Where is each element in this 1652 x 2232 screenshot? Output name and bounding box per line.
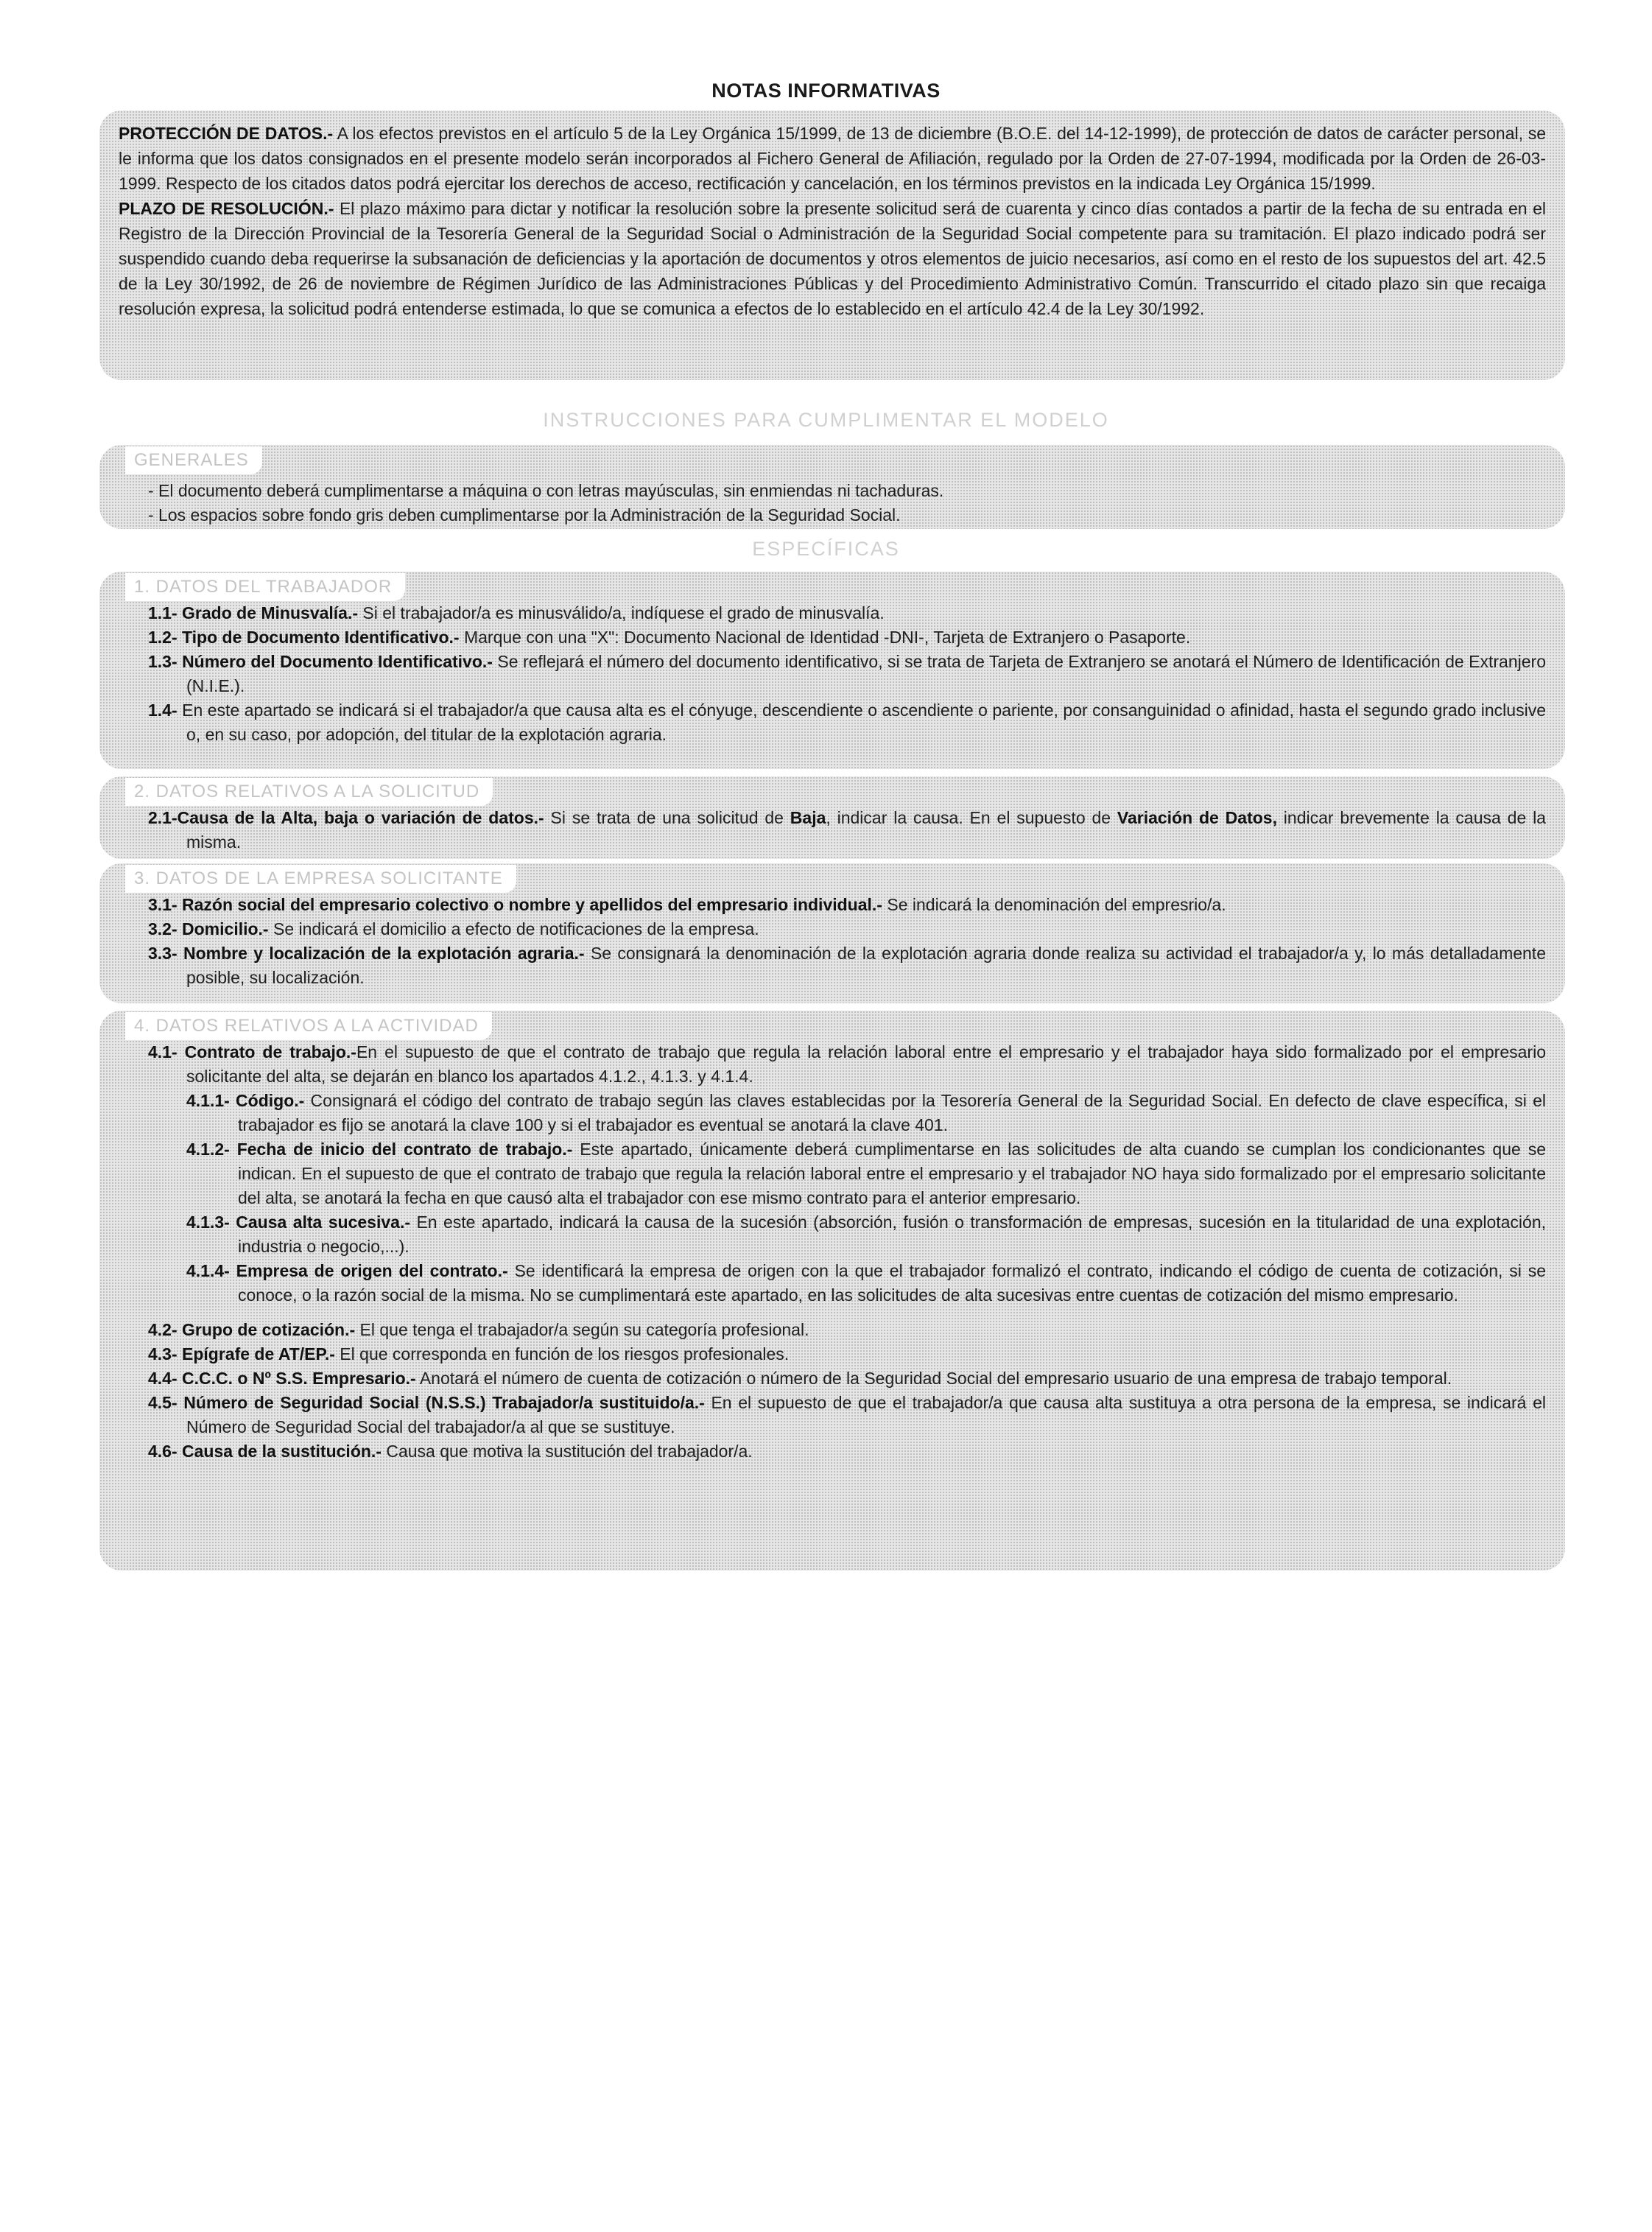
item-text: Si se trata de una solicitud de [544, 808, 790, 827]
item-heading: 4.4- C.C.C. o Nº S.S. Empresario.- [148, 1369, 416, 1388]
plazo-resolucion-paragraph [119, 196, 1546, 321]
item-heading: 3.1- Razón social del empresario colectivo o nombre y apellidos del empresario individual.- [148, 895, 882, 914]
item-text: Anotará el número de cuenta de cotización o número de la Seguridad Social del empresario usuario de una empresa de trabajo temporal. [415, 1369, 1452, 1388]
instruction-item-2-1 [119, 806, 1546, 854]
instruction-item-3-3 [119, 941, 1546, 990]
instruction-item-4-4 [119, 1366, 1546, 1391]
generales-item: - Los espacios sobre fondo gris deben cumplimentarse por la Administración de la Seguridad Social. [148, 505, 901, 524]
item-heading: 4.5- Número de Seguridad Social (N.S.S.) Trabajador/a sustituido/a.- [148, 1393, 705, 1412]
item-text: Causa que motiva la sustitución del trabajador/a. [381, 1442, 753, 1461]
item-heading: 4.2- Grupo de cotización.- [148, 1320, 356, 1339]
item-emphasis: Baja [790, 808, 826, 827]
plazo-resolucion-heading: PLAZO DE RESOLUCIÓN.- [119, 199, 334, 218]
item-text: Se reflejará el número del documento identificativo, si se trata de Tarjeta de Extranjero se anotará el Número de Identificación de Extranjero (N.I.E.). [186, 652, 1546, 695]
generales-tab: GENERALES [125, 446, 262, 474]
proteccion-datos-paragraph [119, 121, 1546, 196]
item-heading: 1.4- [148, 701, 177, 720]
instruction-item-3-1 [119, 893, 1546, 917]
item-text: El que corresponda en función de los riesgos profesionales. [334, 1344, 790, 1364]
item-text: Se indicará el domicilio a efecto de notificaciones de la empresa. [268, 919, 759, 938]
item-text: Este apartado, únicamente deberá cumplimentarse en las solicitudes de alta cuando se cumplan los condicionantes que se indican. En el supuesto de que el contrato de trabajo que regula la relación laboral entre el empresario y el trabajador NO haya sido formalizado por el empresario solicitante del alta, se anotará la fecha en que causó alta el trabajador con ese mismo contrato para el anterior empresario. [238, 1140, 1546, 1207]
item-heading: 4.1.3- Causa alta sucesiva.- [186, 1212, 411, 1232]
item-heading: 4.1.4- Empresa de origen del contrato.- [186, 1261, 508, 1280]
instrucciones-title: INSTRUCCIONES PARA CUMPLIMENTAR EL MODELO [543, 409, 1109, 431]
item-text: Se indicará la denominación del empresrio/a. [882, 895, 1226, 914]
item-text: , indicar la causa. En el supuesto de [826, 808, 1117, 827]
datos-actividad-tab: 4. DATOS RELATIVOS A LA ACTIVIDAD [125, 1012, 492, 1040]
datos-trabajador-tab: 1. DATOS DEL TRABAJADOR [125, 573, 405, 601]
item-text: Se consignará la denominación de la explotación agraria donde realiza su actividad el trabajador/a y, lo más detalladamente posible, su localización. [186, 944, 1546, 987]
item-text: En el supuesto de que el contrato de trabajo que regula la relación laboral entre el empresario y el trabajador haya sido formalizado por el empresario solicitante del alta, se dejarán en blanco los apartados 4.1.2., 4.1.3. y 4.1.4. [186, 1042, 1546, 1086]
instruction-item-4-3 [119, 1342, 1546, 1366]
instruction-item-1-4 [119, 698, 1546, 747]
item-heading: 3.2- Domicilio.- [148, 919, 269, 938]
instruction-item-4-1-2 [119, 1137, 1546, 1210]
item-heading: 3.3- Nombre y localización de la explotación agraria.- [148, 944, 585, 963]
item-text: En este apartado se indicará si el trabajador/a que causa alta es el cónyuge, descendiente o ascendiente o pariente, por consanguinidad o afinidad, hasta el segundo grado inclusive o, en su caso, por adopción, del titular de la explotación agraria. [177, 701, 1546, 744]
item-text: En este apartado, indicará la causa de la sucesión (absorción, fusión o transformación de empresas, sucesión en la titularidad de una explotación, industria o negocio,...). [238, 1212, 1547, 1256]
datos-empresa-tab: 3. DATOS DE LA EMPRESA SOLICITANTE [125, 865, 516, 893]
item-text: Marque con una "X": Documento Nacional de Identidad -DNI-, Tarjeta de Extranjero o Pasaporte. [459, 628, 1191, 647]
instruction-item-1-3 [119, 650, 1546, 698]
item-heading: 4.3- Epígrafe de AT/EP.- [148, 1344, 335, 1364]
proteccion-datos-text: A los efectos previstos en el artículo 5 de la Ley Orgánica 15/1999, de 13 de diciembre (B.O.E. del 14-12-1999), de protección de datos de carácter personal, se le informa que los datos consignados en el presente modelo serán incorporados al Fichero General de Afiliación, regulado por la Orden de 27-07-1994, modificada por la Orden de 26-03-1999. Respecto de los citados datos podrá ejercitar los derechos de acceso, rectificación y cancelación, en los términos previstos en la indicada Ley Orgánica 15/1999. [119, 124, 1547, 193]
instruction-item-1-2 [119, 625, 1546, 650]
instruction-item-4-2 [119, 1318, 1546, 1342]
plazo-resolucion-text: El plazo máximo para dictar y notificar la resolución sobre la presente solicitud será de cuarenta y cinco días contados a partir de la fecha de su entrada en el Registro de la Dirección Provincial de la Tesorería General de la Seguridad Social o Administración de la Seguridad Social competente para su tramitación. El plazo indicado podrá ser suspendido cuando deba requerirse la subsanación de deficiencias y la aportación de documentos y otros elementos de juicio necesarios, así como en el resto de los supuestos del art. 42.5 de la Ley 30/1992, de 26 de noviembre de Régimen Jurídico de las Administraciones Públicas y del Procedimiento Administrativo Común. Transcurrido el citado plazo sin que recaiga resolución expresa, la solicitud podrá entenderse estimada, lo que se comunica a efectos de lo establecido en el artículo 42.4 de la Ley 30/1992. [119, 199, 1547, 318]
item-heading: 1.1- Grado de Minusvalía.- [148, 603, 359, 622]
instruction-item-1-1 [119, 601, 1546, 625]
notas-panel [99, 110, 1565, 380]
instruction-item-4-1-1 [119, 1089, 1546, 1137]
item-text: indicar brevemente la causa de la misma. [186, 808, 1546, 852]
item-text: Se identificará la empresa de origen con la que el trabajador formalizó el contrato, indicando el código de cuenta de cotización, si se conoce, o la razón social de la misma. No se cumplimentará este apartado, en las solicitudes de alta sucesivas entre cuentas de cotización del mismo empresario. [238, 1261, 1546, 1305]
especificas-title: ESPECÍFICAS [752, 538, 900, 560]
instruction-item-4-1-4 [119, 1259, 1546, 1308]
item-heading: 4.1.2- Fecha de inicio del contrato de trabajo.- [186, 1140, 573, 1159]
datos-solicitud-tab: 2. DATOS RELATIVOS A LA SOLICITUD [125, 778, 493, 806]
instruction-item-4-6 [119, 1439, 1546, 1464]
proteccion-datos-heading: PROTECCIÓN DE DATOS.- [119, 124, 334, 143]
item-emphasis: Variación de Datos, [1117, 808, 1277, 827]
instruction-item-4-5 [119, 1391, 1546, 1439]
instruction-item-4-1 [119, 1040, 1546, 1089]
section-spacer [119, 1308, 1546, 1318]
item-heading: 2.1-Causa de la Alta, baja o variación de datos.- [148, 808, 544, 827]
item-text: En el supuesto de que el trabajador/a que causa alta sustituya a otra persona de la empresa, se indicará el Número de Seguridad Social del trabajador/a al que se sustituye. [186, 1393, 1546, 1436]
instruction-item-3-2 [119, 917, 1546, 941]
item-heading: 4.1- Contrato de trabajo.- [148, 1042, 356, 1061]
item-text: El que tenga el trabajador/a según su categoría profesional. [355, 1320, 809, 1339]
datos-actividad-panel [99, 1011, 1565, 1571]
datos-trabajador-panel [99, 572, 1565, 769]
generales-item: - El documento deberá cumplimentarse a máquina o con letras mayúsculas, sin enmiendas ni tachaduras. [148, 481, 944, 500]
instruction-item-4-1-3 [119, 1210, 1546, 1259]
item-heading: 4.1.1- Código.- [186, 1091, 305, 1110]
notas-title: NOTAS INFORMATIVAS [711, 80, 941, 102]
item-heading: 4.6- Causa de la sustitución.- [148, 1442, 382, 1461]
item-text: Consignará el código del contrato de trabajo según las claves establecidas por la Tesorería General de la Seguridad Social. En defecto de clave específica, si el trabajador es fijo se anotará la clave 100 y si el trabajador es eventual se anotará la clave 401. [238, 1091, 1546, 1134]
generales-panel [99, 445, 1565, 529]
item-text: Si el trabajador/a es minusválido/a, indíquese el grado de minusvalía. [358, 603, 885, 622]
item-heading: 1.2- Tipo de Documento Identificativo.- [148, 628, 460, 647]
item-heading: 1.3- Número del Documento Identificativo.- [148, 652, 493, 671]
